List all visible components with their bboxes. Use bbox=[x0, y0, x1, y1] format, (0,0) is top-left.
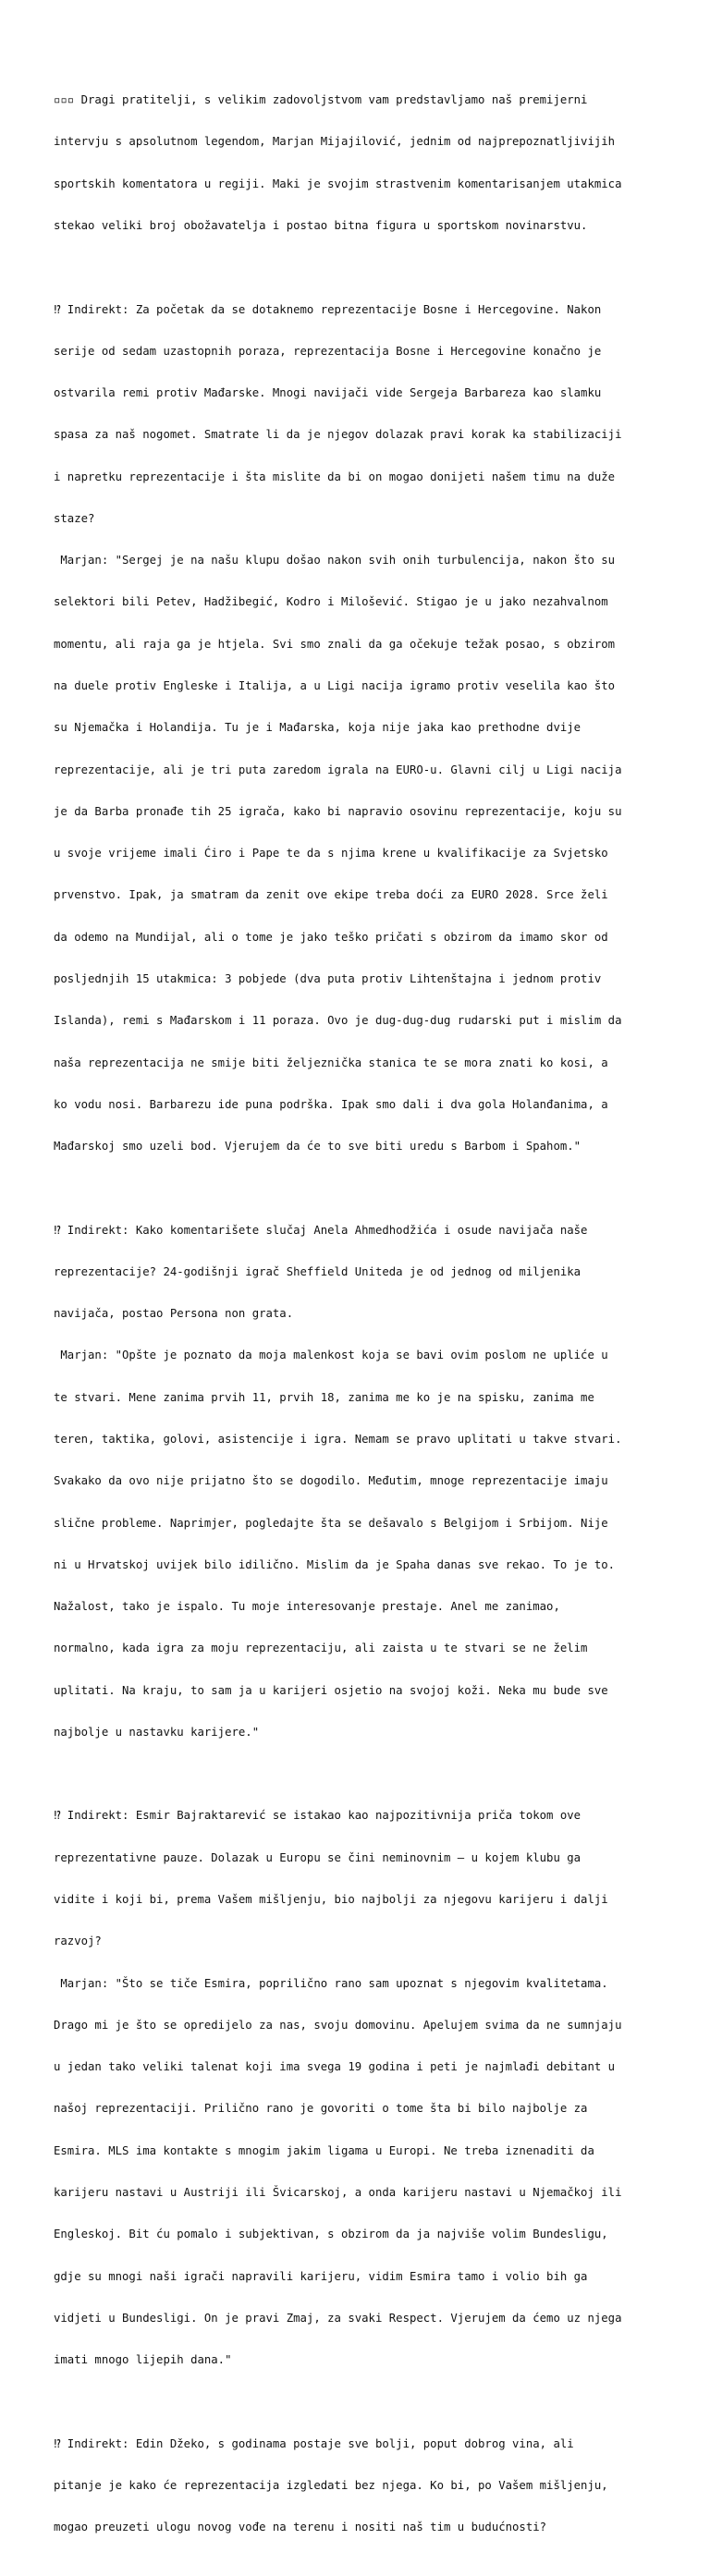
text-line: u jedan tako veliki talenat koji ima svega 19 godina i peti je najmlađi debitant u bbox=[54, 2060, 616, 2074]
text-line: razvoj? bbox=[54, 1935, 102, 1948]
text-line: stekao veliki broj obožavatelja i postao bitna figura u sportskom novinarstvu. bbox=[54, 219, 588, 233]
text-line: reprezentacije, ali je tri puta zaredom igrala na EURO-u. Glavni cilj u Ligi nacija bbox=[54, 763, 622, 776]
text-line: ⁉ Indirekt: Kako komentarišete slučaj Anela Ahmedhodžića i osude navijača naše bbox=[54, 1223, 588, 1237]
question-dzeko bbox=[54, 2409, 664, 2562]
text-line: pitanje je kako će reprezentacija izgledati bez njega. Ko bi, po Vašem mišljenju, bbox=[54, 2478, 608, 2492]
text-line: karijeru nastavi u Austriji ili Švicarskoj, a onda karijeru nastavi u Njemačkoj ili bbox=[54, 2185, 622, 2199]
text-line: je da Barba pronađe tih 25 igrača, kako bi napravio osovinu reprezentacije, koju su bbox=[54, 804, 622, 818]
intro-paragraph bbox=[54, 66, 664, 261]
text-line: selektori bili Petev, Hadžibegić, Kodro i Milošević. Stigao je u jako nezahvalnom bbox=[54, 595, 608, 609]
text-line: i napretku reprezentacije i šta mislite da bi on mogao donijeti našem timu na duže bbox=[54, 470, 616, 483]
text-line: serije od sedam uzastopnih poraza, reprezentacija Bosne i Hercegovine konačno je bbox=[54, 344, 602, 358]
text-line: su Njemačka i Holandija. Tu je i Mađarska, koja nije jaka kao prethodne dvije bbox=[54, 721, 581, 735]
text-line: te stvari. Mene zanima prvih 11, prvih 18, zanima me ko je na spisku, zanima me bbox=[54, 1390, 594, 1404]
text-line: Drago mi je što se opredijelo za nas, svoju domovinu. Apelujem svima da ne sumnjaju bbox=[54, 2018, 622, 2032]
text-line: staze? bbox=[54, 511, 95, 525]
text-line: reprezentacije? 24-godišnji igrač Sheffield Uniteda je od jednog od miljenika bbox=[54, 1264, 581, 1278]
text-line: sportskih komentatora u regiji. Maki je svojim strastvenim komentarisanjem utakmica bbox=[54, 177, 622, 190]
document-page bbox=[54, 66, 664, 2576]
text-line: mogao preuzeti ulogu novog vođe na terenu i nositi naš tim u budućnosti? bbox=[54, 2521, 547, 2534]
text-line: slične probleme. Naprimjer, pogledajte šta se dešavalo s Belgijom i Srbijom. Nije bbox=[54, 1516, 608, 1530]
text-line: Marjan: "Što se tiče Esmira, poprilično rano sam upoznat s njegovim kvalitetama. bbox=[54, 1976, 608, 1990]
text-line: na duele protiv Engleske i Italija, a u Ligi nacija igramo protiv veselila kao što bbox=[54, 679, 616, 693]
text-line: imati mnogo lijepih dana." bbox=[54, 2353, 232, 2367]
text-line: Mađarskoj smo uzeli bod. Vjerujem da će to sve biti uredu s Barbom i Spahom." bbox=[54, 1140, 581, 1154]
text-line: Islanda), remi s Mađarskom i 11 poraza. Ovo je dug-dug-dug rudarski put i mislim da bbox=[54, 1014, 622, 1028]
text-line: spasa za naš nogomet. Smatrate li da je njegov dolazak pravi korak ka stabilizaciji bbox=[54, 428, 622, 442]
text-line: uplitati. Na kraju, to sam ja u karijeri osjetio na svojoj koži. Neka mu bude sve bbox=[54, 1683, 608, 1697]
text-line: ni u Hrvatskoj uvijek bilo idilično. Mislim da je Spaha danas sve rekao. To je to. bbox=[54, 1557, 616, 1571]
text-line: ostvarila remi protiv Mađarske. Mnogi navijači vide Sergeja Barbareza kao slamku bbox=[54, 386, 602, 400]
text-line: vidite i koji bi, prema Vašem mišljenju, bio najbolji za njegovu karijeru i dalji bbox=[54, 1893, 608, 1906]
text-line: navijača, postao Persona non grata. bbox=[54, 1307, 294, 1321]
text-line: našoj reprezentaciji. Prilično rano je govoriti o tome šta bi bilo najbolje za bbox=[54, 2102, 588, 2116]
text-line: ⁉ Indirekt: Za početak da se dotaknemo reprezentacije Bosne i Hercegovine. Nakon bbox=[54, 302, 602, 316]
text-line: reprezentativne pauze. Dolazak u Europu se čini neminovnim – u kojem klubu ga bbox=[54, 1850, 581, 1864]
text-line: normalno, kada igra za moju reprezentaciju, ali zaista u te stvari se ne želim bbox=[54, 1642, 588, 1655]
text-line: najbolje u nastavku karijere." bbox=[54, 1725, 260, 1739]
text-line: Svakako da ovo nije prijatno što se dogodilo. Međutim, mnoge reprezentacije imaju bbox=[54, 1474, 608, 1488]
text-line: momentu, ali raja ga je htjela. Svi smo znali da ga očekuje težak posao, s obzirom bbox=[54, 637, 616, 651]
text-line: Marjan: "Opšte je poznato da moja malenkost koja se bavi ovim poslom ne upliće u bbox=[54, 1349, 608, 1362]
text-line: Engleskoj. Bit ću pomalo i subjektivan, s obzirom da ja najviše volim Bundesligu, bbox=[54, 2228, 608, 2241]
text-line: naša reprezentacija ne smije biti željeznička stanica te se mora znati ko kosi, a bbox=[54, 1056, 608, 1069]
text-line: ko vodu nosi. Barbarezu ide puna podrška. Ipak smo dali i dva gola Holanđanima, a bbox=[54, 1097, 608, 1111]
text-line: prvenstvo. Ipak, ja smatram da zenit ove ekipe treba doći za EURO 2028. Srce želi bbox=[54, 888, 608, 902]
text-line: teren, taktika, golovi, asistencije i igra. Nemam se pravo uplitati u takve stvari. bbox=[54, 1433, 622, 1446]
text-line: posljednjih 15 utakmica: 3 pobjede (dva puta protiv Lihtenštajna i jednom protiv bbox=[54, 972, 602, 985]
text-line: ▫▫▫ Dragi pratitelji, s velikim zadovoljstvom vam predstavljamo naš premijerni bbox=[54, 93, 588, 107]
text-line: vidjeti u Bundesligi. On je pravi Zmaj, za svaki Respect. Vjerujem da ćemo uz njega bbox=[54, 2311, 622, 2325]
text-line: gdje su mnogi naši igrači napravili karijeru, vidim Esmira tamo i volio bih ga bbox=[54, 2269, 588, 2283]
question-answer-bajraktarevic bbox=[54, 1781, 664, 2395]
text-line: intervju s apsolutnom legendom, Marjan Mijajilović, jednim od najprepoznatljivijih bbox=[54, 135, 616, 149]
text-line: ⁉ Indirekt: Esmir Bajraktarević se istakao kao najpozitivnija priča tokom ove bbox=[54, 1809, 581, 1823]
text-line: da odemo na Mundijal, ali o tome je jako teško pričati s obzirom da imamo skor od bbox=[54, 930, 608, 944]
text-line: ⁉ Indirekt: Edin Džeko, s godinama postaje sve bolji, poput dobrog vina, ali bbox=[54, 2436, 574, 2450]
question-answer-barbarez bbox=[54, 275, 664, 1181]
text-line: Esmira. MLS ima kontakte s mnogim jakim ligama u Europi. Ne treba iznenaditi da bbox=[54, 2143, 594, 2157]
text-line: Marjan: "Sergej je na našu klupu došao nakon svih onih turbulencija, nakon što su bbox=[54, 554, 616, 568]
text-line: u svoje vrijeme imali Ćiro i Pape te da s njima krene u kvalifikacije za Svjetsko bbox=[54, 847, 608, 861]
text-line: Nažalost, tako je ispalo. Tu moje interesovanje prestaje. Anel me zanimao, bbox=[54, 1600, 560, 1614]
question-answer-ahmedhodzic bbox=[54, 1195, 664, 1767]
